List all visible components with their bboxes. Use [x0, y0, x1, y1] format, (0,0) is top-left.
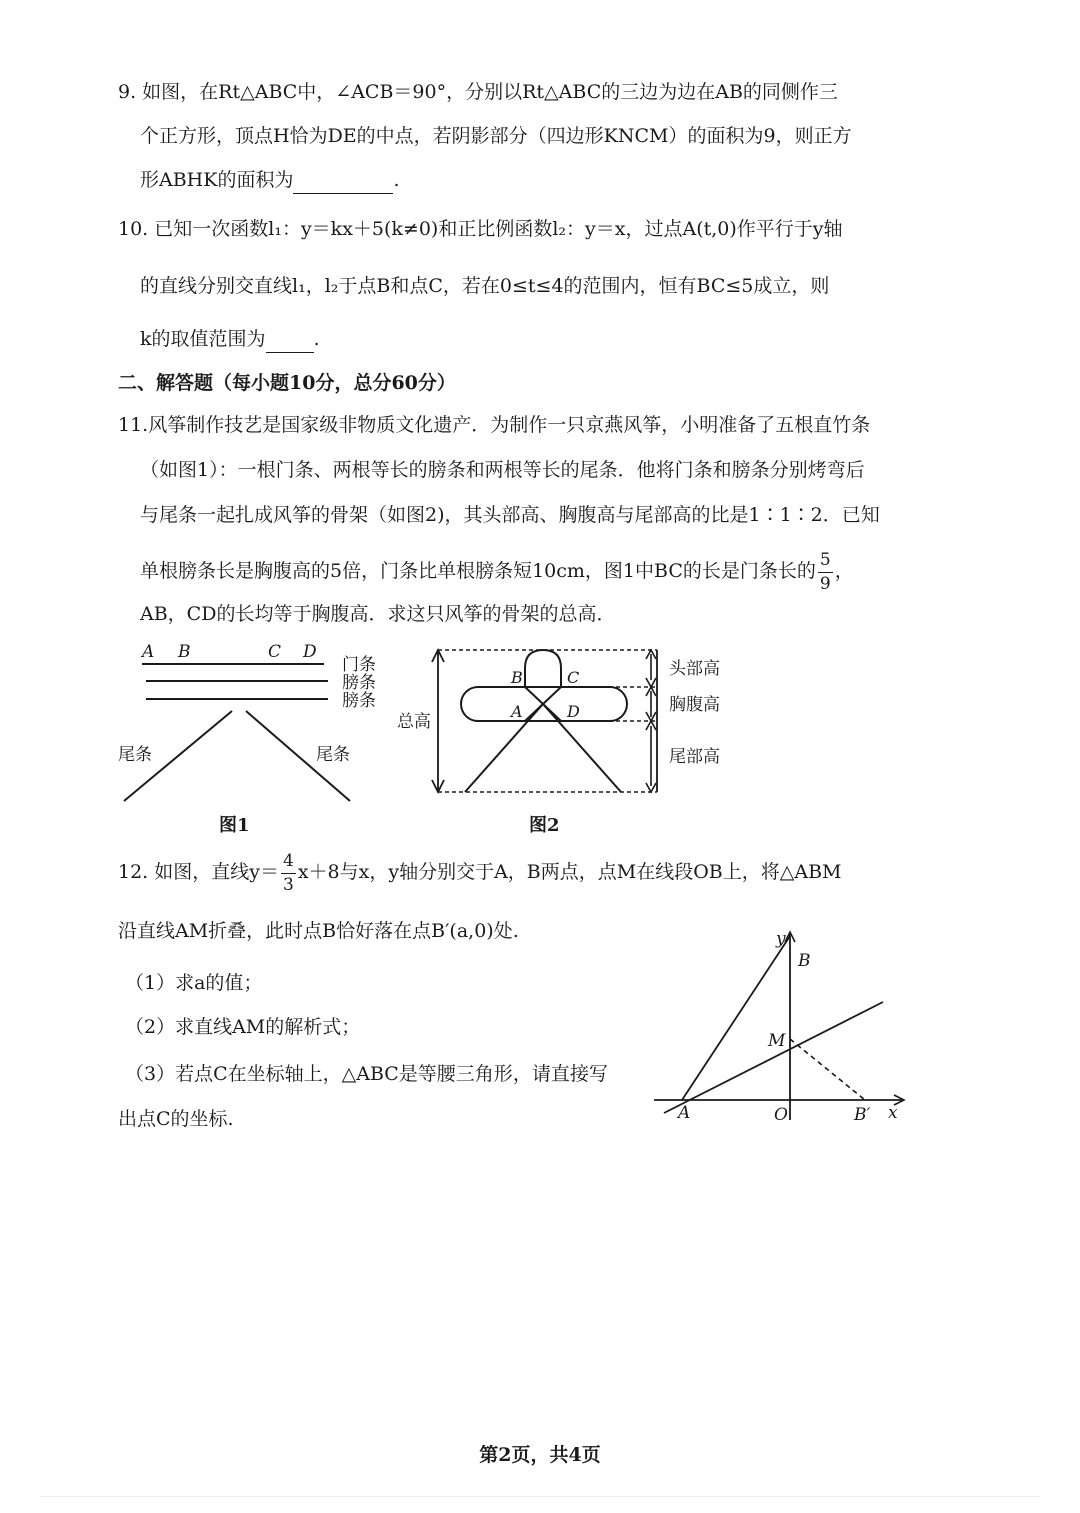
q11-line-1: 11.风筝制作技艺是国家级非物质文化遗产．为制作一只京燕风筝，小明准备了五根直竹条: [118, 414, 871, 436]
q12-fraction: [281, 850, 296, 895]
q12-line-1-end: x＋8与x，y轴分别交于A，B两点，点M在线段OB上，将△ABM: [297, 861, 842, 883]
fig2-point-a: A: [511, 702, 523, 721]
q12-line-1: [118, 848, 842, 896]
q12-fraction-numerator: 4: [281, 853, 296, 874]
q9-line-3: [140, 167, 400, 194]
q12-part-3-cont: 出点C的坐标.: [118, 1108, 234, 1130]
q12-part-3: （3）若点C在坐标轴上，△ABC是等腰三角形，请直接写: [125, 1063, 608, 1085]
fig2-tail-left: [465, 704, 543, 792]
fig1-label-wing-1: 膀条: [342, 673, 376, 693]
label-b: B: [798, 951, 811, 971]
fig1-label-tail-right: 尾条: [316, 745, 350, 765]
page-footer: 第2页，共4页: [479, 1444, 601, 1466]
q10-line-3: [140, 326, 320, 353]
q11-line-4-end: ，: [834, 560, 854, 582]
q9-line-1: 9. 如图，在Rt△ABC中，∠ACB＝90°，分别以Rt△ABC的三边为边在AB的同侧作三: [118, 81, 838, 103]
label-y: y: [776, 929, 786, 949]
segment-mb-prime: [790, 1039, 865, 1100]
q11-line-5: AB，CD的长均等于胸腹高．求这只风筝的骨架的总高．: [140, 603, 616, 625]
fig2-tail-right: [543, 704, 621, 792]
line-ab: [682, 936, 790, 1100]
q10-answer-blank: [266, 326, 314, 353]
fig1-point-b: B: [178, 642, 191, 662]
q11-fraction-denominator: 9: [819, 573, 831, 594]
q9-line-2: 个正方形，顶点H恰为DE的中点，若阴影部分（四边形KNCM）的面积为9，则正方: [140, 125, 852, 147]
q9-answer-blank: [293, 167, 393, 194]
figure-1: [112, 636, 402, 836]
fig2-label-head: 头部高: [669, 659, 720, 679]
fig2-label-total: 总高: [397, 712, 431, 732]
fig2-head-arc: [525, 650, 561, 687]
q12-line-1-text: 12. 如图，直线y＝: [118, 861, 279, 883]
fig1-point-d: D: [303, 642, 317, 662]
q11-line-4: [140, 547, 854, 595]
fig2-point-d: D: [567, 702, 580, 721]
fig1-point-a: A: [142, 642, 155, 662]
fig2-point-b: B: [511, 668, 523, 687]
bottom-divider: [40, 1496, 1040, 1497]
q12-part-2: （2）求直线AM的解析式；: [125, 1016, 361, 1038]
fig2-label-tail: 尾部高: [669, 747, 720, 767]
q12-fraction-denominator: 3: [283, 874, 294, 895]
q11-line-2: （如图1）：一根门条、两根等长的膀条和两根等长的尾条．他将门条和膀条分别烤弯后: [140, 459, 865, 481]
q11-fraction-numerator: 5: [818, 552, 833, 573]
q10-line-3-end: .: [313, 328, 320, 350]
fig2-point-c: C: [567, 668, 580, 687]
q10-line-1: 10. 已知一次函数l₁：y＝kx＋5(k≠0)和正比例函数l₂：y＝x，过点A(t,0)作平行于y轴: [118, 218, 843, 240]
q9-line-3-end: .: [393, 169, 400, 191]
section-title: 二、解答题（每小题10分，总分60分）: [118, 372, 456, 394]
q11-fraction: [818, 549, 833, 594]
line-am: [664, 1002, 883, 1113]
label-x: x: [888, 1103, 898, 1123]
label-o: O: [774, 1105, 788, 1125]
q10-line-2: 的直线分别交直线l₁，l₂于点B和点C，若在0≤t≤4的范围内，恒有BC≤5成立，则: [140, 275, 830, 297]
q10-line-3-text: k的取值范围为: [140, 328, 266, 350]
fig1-label-wing-2: 膀条: [342, 691, 376, 711]
fig1-caption: 图1: [219, 815, 250, 836]
figure-2: [395, 636, 745, 836]
q12-part-1: （1）求a的值；: [125, 972, 263, 994]
fig1-label-tail-left: 尾条: [118, 745, 152, 765]
q11-line-3: 与尾条一起扎成风筝的骨架（如图2)，其头部高、胸腹高与尾部高的比是1∶1∶2．已知: [140, 504, 880, 526]
label-b-prime: B′: [854, 1105, 871, 1125]
q12-line-2: 沿直线AM折叠，此时点B恰好落在点B′(a,0)处.: [118, 920, 519, 942]
fig2-caption: 图2: [529, 815, 560, 836]
figure-3: [640, 920, 920, 1130]
label-a: A: [678, 1103, 691, 1123]
fig1-label-door: 门条: [342, 655, 376, 675]
fig1-point-c: C: [268, 642, 282, 662]
fig2-label-chest: 胸腹高: [669, 695, 720, 715]
label-m: M: [768, 1031, 786, 1051]
q11-line-4-text: 单根膀条长是胸腹高的5倍，门条比单根膀条短10cm，图1中BC的长是门条长的: [140, 560, 816, 582]
q9-line-3-text: 形ABHK的面积为: [140, 169, 294, 191]
